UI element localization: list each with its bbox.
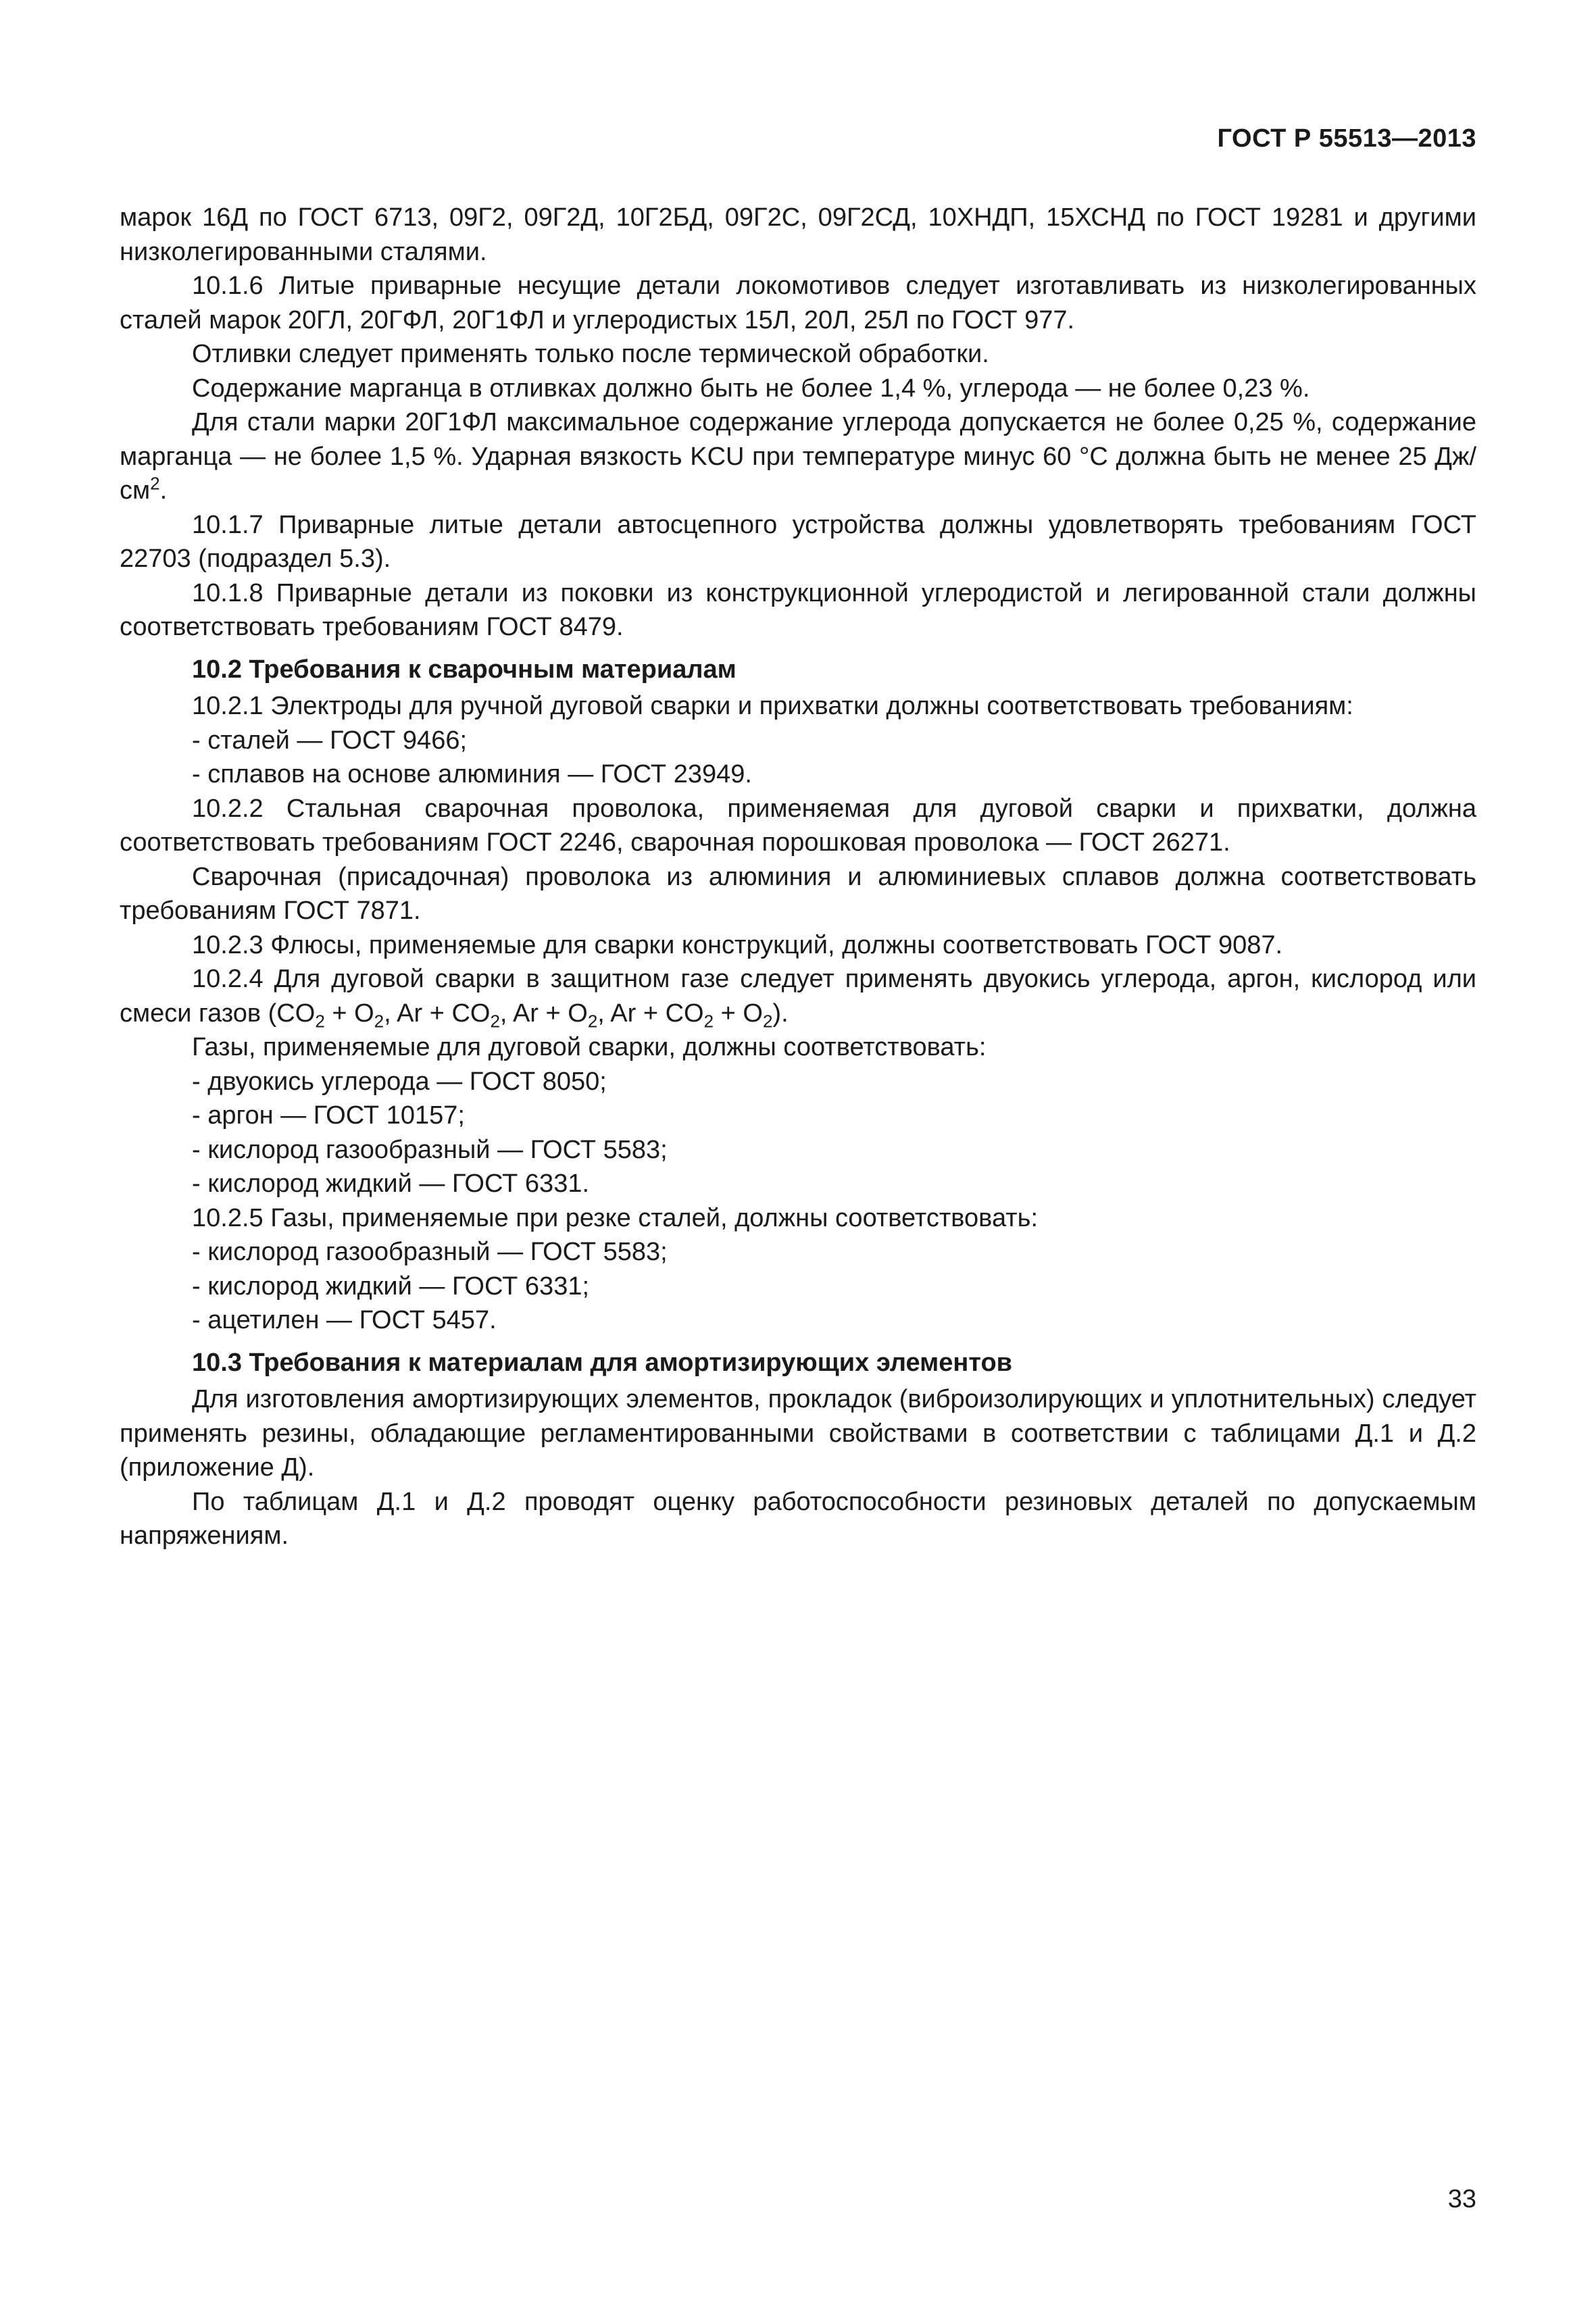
text-run: , Ar + CO: [384, 999, 491, 1028]
list-item: - кислород жидкий — ГОСТ 6331.: [192, 1169, 590, 1198]
subscript: 2: [587, 1011, 598, 1032]
document-id-header: ГОСТ Р 55513—2013: [1217, 124, 1476, 153]
paragraph-10-2-5: 10.2.5 Газы, применяемые при резке сталей, должны соответствовать:: [192, 1203, 1038, 1232]
list-item: - ацетилен — ГОСТ 5457.: [192, 1306, 497, 1334]
paragraph-continuation: марок 16Д по ГОСТ 6713, 09Г2, 09Г2Д, 10Г2БД, 09Г2С, 09Г2СД, 10ХНДП, 15ХСНД по ГОСТ 19281 и другими низколегированными сталями.: [120, 203, 1476, 266]
paragraph-filler-wire: Сварочная (присадочная) проволока из алюминия и алюминиевых сплавов должна соответствовать требованиям ГОСТ 7871.: [120, 862, 1476, 925]
section-heading-10-3: 10.3 Требования к материалам для амортизирующих элементов: [192, 1348, 1013, 1377]
text-run: ).: [772, 999, 789, 1028]
section-heading-10-2: 10.2 Требования к сварочным материалам: [192, 655, 737, 684]
paragraph-10-2-4: [120, 962, 1476, 1030]
paragraph-20g1fl: [120, 405, 1476, 508]
paragraph-10-2-1: 10.2.1 Электроды для ручной дуговой сварки и прихватки должны соответствовать требованиям:: [192, 692, 1353, 720]
subscript: 2: [374, 1011, 384, 1032]
subscript: 2: [315, 1011, 325, 1032]
paragraph-10-1-6: 10.1.6 Литые приварные несущие детали локомотивов следует изготавливать из низколегированных сталей марок 20ГЛ, 20ГФЛ, 20Г1ФЛ и углеродистых 15Л, 20Л, 25Л по ГОСТ 977.: [120, 272, 1476, 334]
paragraph-10-1-7: 10.1.7 Приварные литые детали автосцепного устройства должны удовлетворять требованиям ГОСТ 22703 (подраздел 5.3).: [120, 510, 1476, 573]
paragraph-castings: Отливки следует применять только после термической обработки.: [192, 340, 989, 368]
list-item: - кислород газообразный — ГОСТ 5583;: [192, 1238, 668, 1266]
text-run: 10.2.4 Для дуговой сварки в защитном газе следует применять двуокись углерода, аргон, кислород или смеси газов (CO: [120, 965, 1476, 1028]
superscript: 2: [150, 473, 160, 494]
text-run: , Ar + CO: [597, 999, 704, 1028]
subscript: 2: [762, 1011, 773, 1032]
paragraph-tables: По таблицам Д.1 и Д.2 проводят оценку работоспособности резиновых деталей по допускаемым напряжениям.: [120, 1487, 1476, 1550]
paragraph-10-1-8: 10.1.8 Приварные детали из поковки из конструкционной углеродистой и легированной стали должны соответствовать требованиям ГОСТ 8479.: [120, 578, 1476, 641]
paragraph-gases-arc: Газы, применяемые для дуговой сварки, должны соответствовать:: [192, 1033, 987, 1061]
subscript: 2: [490, 1011, 500, 1032]
paragraph-manganese: Содержание марганца в отливках должно быть не более 1,4 %, углерода — не более 0,23 %.: [192, 374, 1310, 403]
list-item: - сплавов на основе алюминия — ГОСТ 23949.: [192, 760, 752, 788]
subscript: 2: [703, 1011, 714, 1032]
document-body: [120, 201, 1476, 1553]
paragraph-rubber: Для изготовления амортизирующих элементов, прокладок (виброизолирующих и уплотнительных) следует применять резины, обладающие регламентированными свойствами в соответствии с таблицами Д.1 и Д.2 (приложение Д).: [120, 1385, 1476, 1482]
list-item: - сталей — ГОСТ 9466;: [192, 726, 468, 755]
text-run: + O: [714, 999, 763, 1028]
list-item: - аргон — ГОСТ 10157;: [192, 1101, 465, 1130]
page-number: 33: [1447, 2185, 1476, 2213]
paragraph-20g1fl-text: Для стали марки 20Г1ФЛ максимальное содержание углерода допускается не более 0,25 %, содержание марганца — не более 1,5 %. Ударная вязкость KCU при температуре минус 60 °С должна быть не менее 25 Дж/см: [120, 408, 1476, 505]
list-item: - кислород жидкий — ГОСТ 6331;: [192, 1272, 590, 1301]
paragraph-20g1fl-end: .: [159, 476, 168, 505]
list-item: - кислород газообразный — ГОСТ 5583;: [192, 1135, 668, 1164]
text-run: , Ar + O: [499, 999, 588, 1028]
paragraph-10-2-3: 10.2.3 Флюсы, применяемые для сварки конструкций, должны соответствовать ГОСТ 9087.: [192, 930, 1283, 959]
list-item: - двуокись углерода — ГОСТ 8050;: [192, 1067, 607, 1096]
text-run: + O: [324, 999, 374, 1028]
paragraph-10-2-2: 10.2.2 Стальная сварочная проволока, применяемая для дуговой сварки и прихватки, должна соответствовать требованиям ГОСТ 2246, сварочная порошковая проволока — ГОСТ 26271.: [120, 794, 1476, 857]
